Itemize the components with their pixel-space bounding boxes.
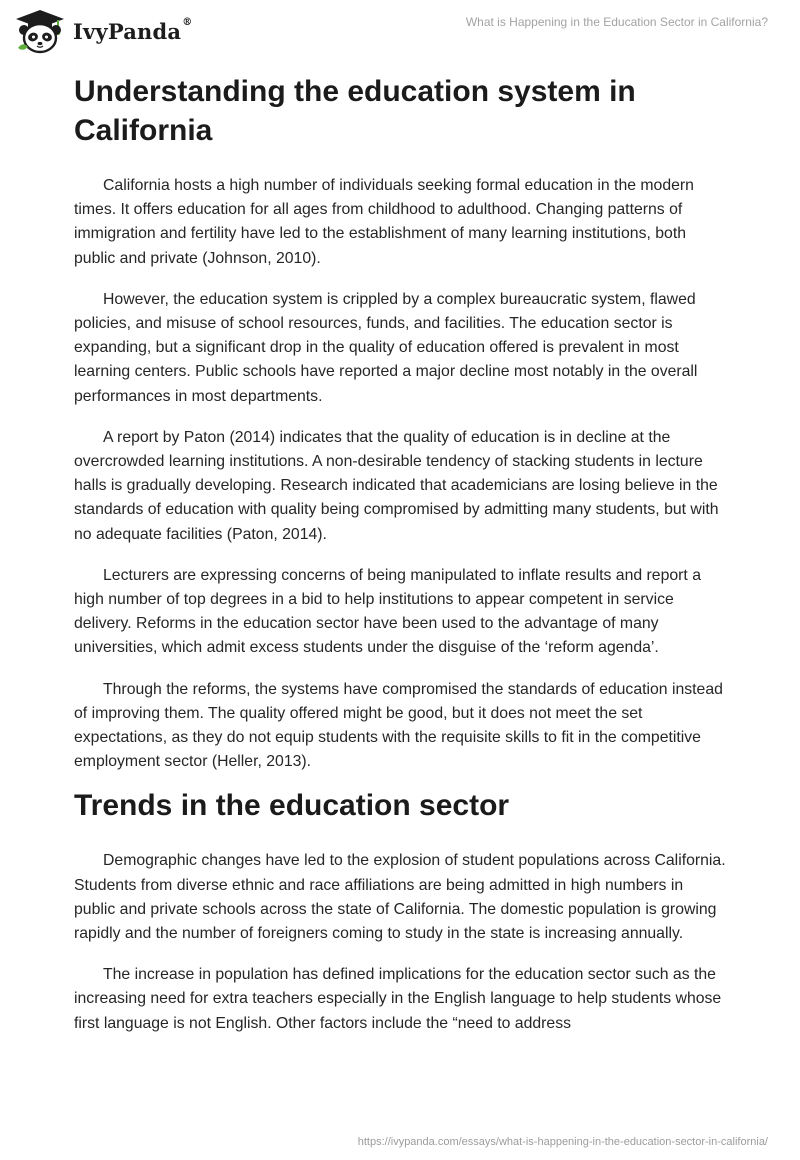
article-body [74, 72, 728, 1036]
paragraph: However, the education system is crippled by a complex bureaucratic system, flawed policies, and misuse of school resources, funds, and facilities. The education sector is expanding, but a significant drop in the quality of education offered is prevalent in most learning centers. Public schools have reported a major decline most notably in the overall performances in most departments. [74, 290, 698, 405]
paragraph: Lecturers are expressing concerns of being manipulated to inflate results and report a high number of top degrees in a bid to help institutions to appear competent in service delivery. Reforms in the education sector have been used to the advantage of many universities, which admit excess students under the disguise of the ‘reform agenda’. [74, 566, 701, 657]
paragraph: The increase in population has defined implications for the education sector such as the increasing need for extra teachers especially in the English language to help students whose first language is not English. Other factors include the “need to address [74, 966, 722, 1032]
paragraph: Demographic changes have led to the explosion of student populations across California. Students from diverse ethnic and race affiliations are being admitted in high numbers in public and private schools across the state of California. The domestic population is growing rapidly and the number of foreigners coming to study in the state is increasing annually. [74, 852, 726, 943]
source-url[interactable]: https://ivypanda.com/essays/what-is-happening-in-the-education-sector-in-california/ [357, 1136, 768, 1148]
brand-name: IvyPanda® [73, 16, 193, 44]
document-title: What is Happening in the Education Sector in California? [465, 15, 768, 29]
panda-graduation-cap-icon [14, 8, 66, 54]
paragraph: A report by Paton (2014) indicates that the quality of education is in decline at the overcrowded learning institutions. A non-desirable tendency of stacking students in lecture halls is gradually developing. Research indicated that academicians are losing believe in the standards of education with quality being compromised by admitting many students, but with no adequate facilities (Paton, 2014). [74, 428, 719, 543]
page-header [0, 0, 800, 62]
section-heading: Trends in the education sector [74, 789, 510, 823]
paragraph: California hosts a high number of individuals seeking formal education in the modern times. It offers education for all ages from childhood to adulthood. Changing patterns of immigration and fertility have led to the establishment of many learning institutions, both public and private (Johnson, 2010). [74, 177, 694, 267]
paragraph: Through the reforms, the systems have compromised the standards of education instead of improving them. The quality offered might be good, but it does not meet the set expectations, as they do not equip students with the requisite skills to fit in the competitive employment sector (Heller, 2013). [74, 680, 723, 771]
section-heading: Understanding the education system in California [74, 75, 636, 147]
ivypanda-logo[interactable] [14, 8, 192, 54]
